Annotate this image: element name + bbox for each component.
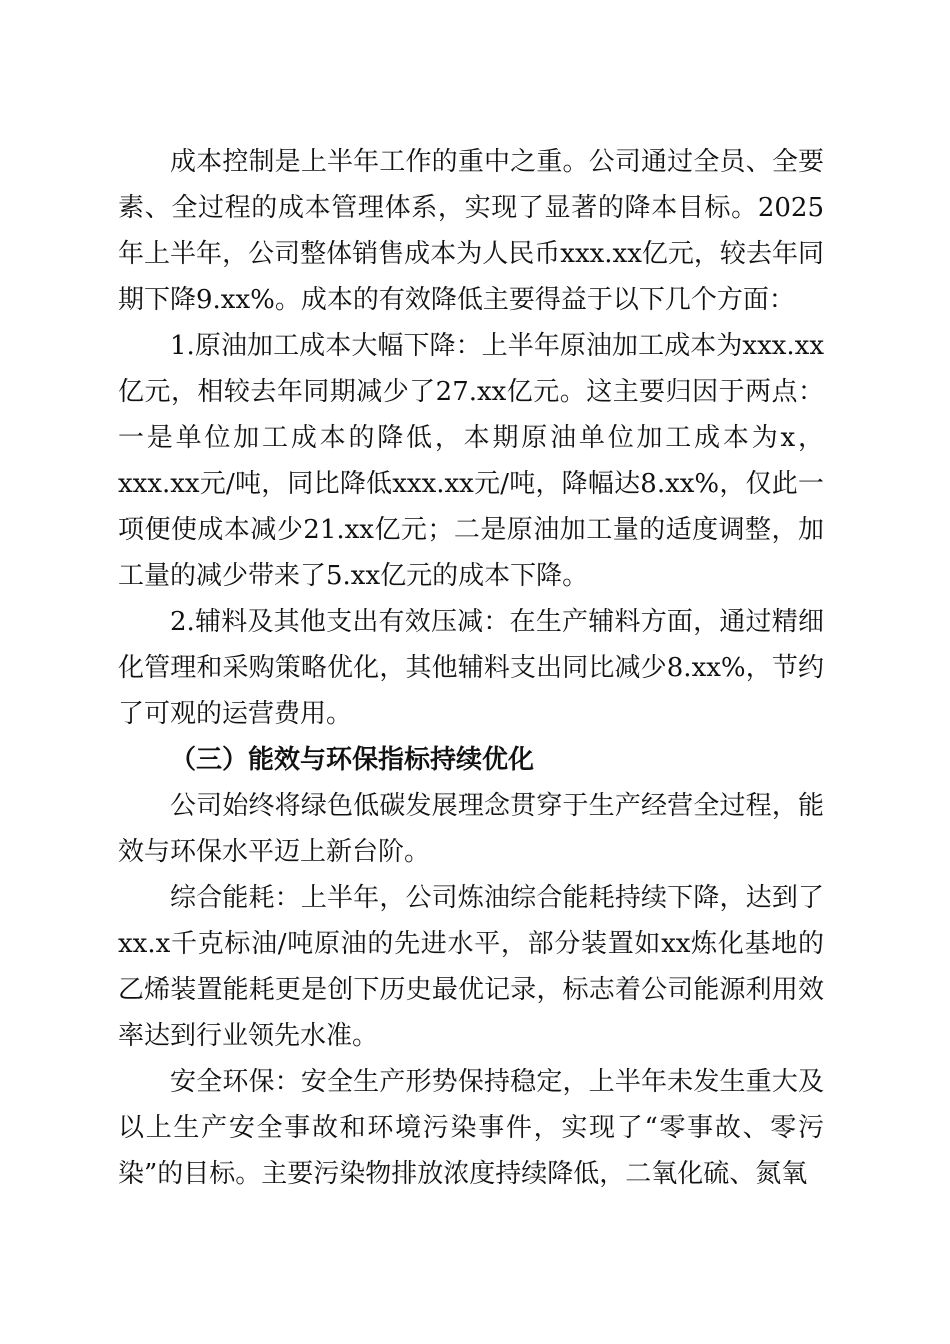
paragraph-energy-consumption: 综合能耗：上半年，公司炼油综合能耗持续下降，达到了xx.x千克标油/吨原油的先进水平，部分装置如xx炼化基地的乙烯装置能耗更是创下历史最优记录，标志着公司能源利用效率达到行业领先水准。 xyxy=(118,883,824,1051)
paragraph-auxiliary-expenses: 2.辅料及其他支出有效压减：在生产辅料方面，通过精细化管理和采购策略优化，其他辅料支出同比减少8.xx%，节约了可观的运营费用。 xyxy=(118,607,824,729)
document-page xyxy=(118,139,824,1197)
paragraph-green-development: 公司始终将绿色低碳发展理念贯穿于生产经营全过程，能效与环保水平迈上新台阶。 xyxy=(118,791,824,867)
paragraph-safety-environment: 安全环保：安全生产形势保持稳定，上半年未发生重大及以上生产安全事故和环境污染事件，实现了“零事故、零污染”的目标。主要污染物排放浓度持续降低，二氧化硫、氮氧 xyxy=(118,1067,824,1189)
paragraph-crude-processing-cost: 1.原油加工成本大幅下降：上半年原油加工成本为xxx.xx亿元，相较去年同期减少了27.xx亿元。这主要归因于两点：一是单位加工成本的降低，本期原油单位加工成本为x，xxx.xx元/吨，同比降低xxx.xx元/吨，降幅达8.xx%，仅此一项便使成本减少21.xx亿元；二是原油加工量的适度调整，加工量的减少带来了5.xx亿元的成本下降。 xyxy=(118,331,824,591)
section-heading-energy-efficiency: （三）能效与环保指标持续优化 xyxy=(170,745,535,775)
paragraph-cost-control: 成本控制是上半年工作的重中之重。公司通过全员、全要素、全过程的成本管理体系，实现了显著的降本目标。2025年上半年，公司整体销售成本为人民币xxx.xx亿元，较去年同期下降9.xx%。成本的有效降低主要得益于以下几个方面： xyxy=(118,147,824,315)
